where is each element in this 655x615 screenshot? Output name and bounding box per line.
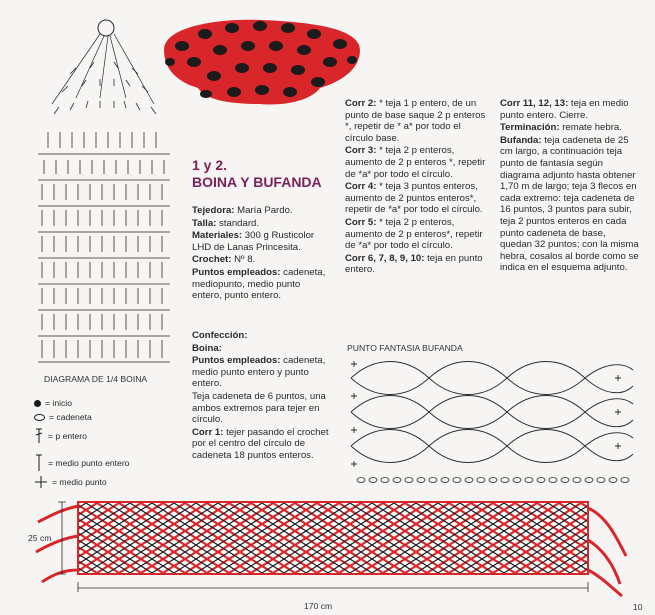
- medio-punto-entero-icon: [34, 454, 44, 472]
- rows-11-13-text: Corr 11, 12, 13: teja en medio punto entero. Cierre. Terminación: remate hebra. Bufanda: teja cadeneta de 25 cm largo, a continuación teja punto de fantasía según diagrama adjunto hasta obtener 1,70 m de largo; teja 3 flecos en cada extremo: teja cadeneta de 16 puntos, 3 puntos para subir, teja 2 puntos enteros en cada punto cadeneta de base, quedan 32 puntos; con la misma hebra, cosalos al borde como se indica en el esquema adjunto.: [500, 98, 639, 274]
- scarf-stitch-caption: PUNTO FANTASIA BUFANDA: [347, 343, 463, 353]
- legend-medio-punto-entero: = medio punto entero: [34, 454, 129, 472]
- pattern-info: Tejedora: María Pardo. Talla: standard. Materiales: 300 g Rusticolor LHD de Lanas Princesita. Crochet: Nº 8. Puntos empleados: cadeneta, mediopunto, medio punto entero, punto entero.: [192, 205, 326, 302]
- legend-cadeneta: = cadeneta: [34, 412, 92, 422]
- scarf-stitch-diagram: [345, 356, 637, 488]
- page-number: 10: [633, 602, 643, 612]
- cadeneta-icon: [34, 414, 45, 421]
- legend-inicio: = inicio: [34, 398, 72, 408]
- legend-medio-punto: = medio punto: [34, 475, 107, 489]
- diagram-caption: DIAGRAMA DE 1/4 BOINA: [44, 374, 148, 384]
- legend-p-entero: = p entero: [34, 428, 87, 444]
- scarf-width-label: 25 cm: [28, 533, 52, 543]
- inicio-icon: [34, 400, 41, 407]
- medio-punto-icon: [34, 475, 48, 489]
- scarf-length-label: 170 cm: [304, 601, 333, 611]
- pattern-title: BOINA Y BUFANDA: [192, 174, 322, 190]
- beret-image: [160, 12, 365, 107]
- confeccion-section: Confección: Boina: Puntos empleados: cadeneta, medio punto entero y punto entero. Teja cadeneta de 6 puntos, una ambos extremos para tejer en círculo. Corr 1: tejer pasando el crochet por el centro del círculo de cadeneta 18 puntos enteros.: [192, 330, 329, 461]
- p-entero-icon: [34, 428, 44, 444]
- scarf-schematic: [20, 496, 640, 600]
- rows-2-10-text: Corr 2: * teja 1 p entero, de un punto de base saque 2 p enteros *, repetir de * a* por todo el círculo base. Corr 3: * teja 2 p enteros, aumento de 2 p enteros *, repetir de *a* por todo el círculo. Corr 4: * teja 3 puntos enteros, aumento de 2 puntos enteros*, repetir de *a* por todo el círculo. Corr 5: * teja 2 p enteros, aumento de 2 p enteros*, repetir de *a* por todo el círculo. Corr 6, 7, 8, 9, 10: teja en punto entero.: [345, 98, 486, 276]
- pattern-number: 1 y 2.: [192, 157, 228, 173]
- beret-quarter-diagram: [30, 14, 180, 370]
